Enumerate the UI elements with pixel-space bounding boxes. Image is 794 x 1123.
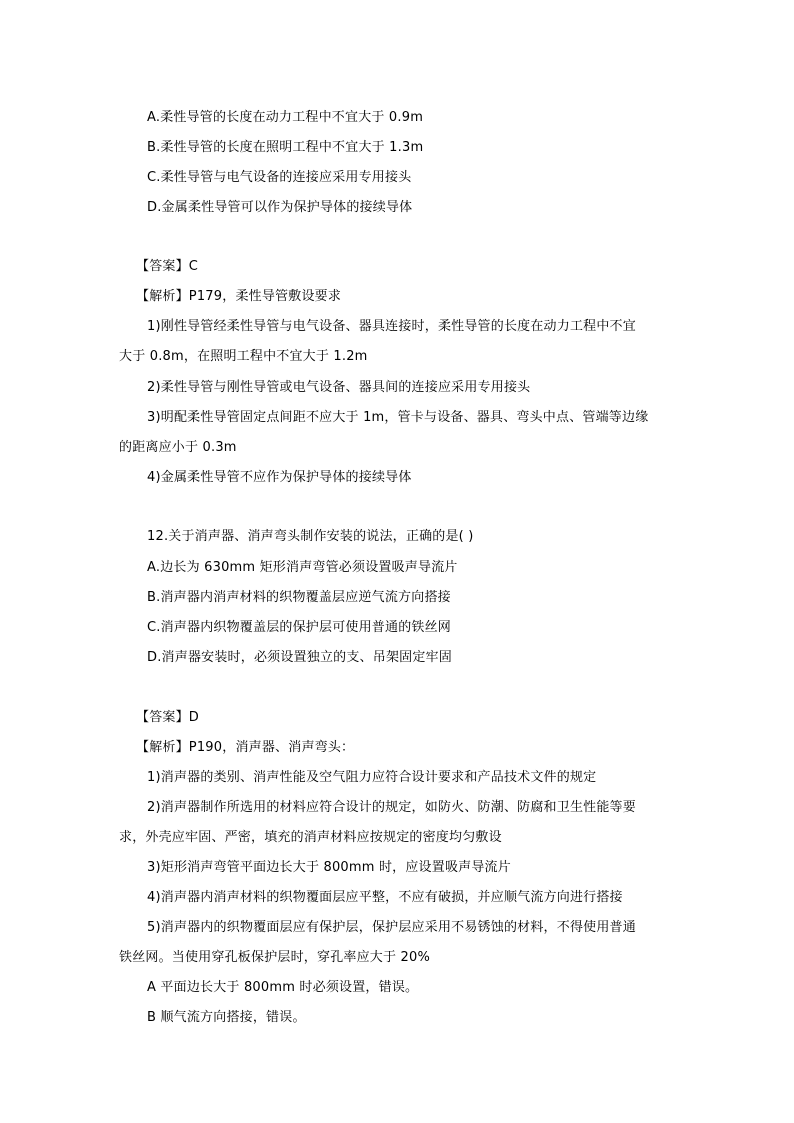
q12-analysis-line: B 顺气流方向搭接，错误。 bbox=[147, 1010, 306, 1025]
q12-answer: 【答案】D bbox=[136, 710, 200, 725]
q11-option-d: D.金属柔性导管可以作为保护导体的接续导体 bbox=[147, 200, 413, 215]
q12-analysis-line: 求，外壳应牢固、严密，填充的消声材料应按规定的密度均匀敷设 bbox=[119, 830, 502, 845]
q12-option-c: C.消声器内织物覆盖层的保护层可使用普通的铁丝网 bbox=[147, 620, 452, 635]
q11-analysis-line: 3)明配柔性导管固定点间距不应大于 1m，管卡与设备、器具、弯头中点、管端等边缘 bbox=[147, 410, 649, 425]
q12-analysis-line: 1)消声器的类别、消声性能及空气阻力应符合设计要求和产品技术文件的规定 bbox=[147, 770, 597, 785]
q11-analysis-title: 【解析】P179，柔性导管敷设要求 bbox=[136, 289, 342, 304]
q11-analysis-line: 2)柔性导管与刚性导管或电气设备、器具间的连接应采用专用接头 bbox=[147, 380, 531, 395]
q11-analysis-line: 大于 0.8m，在照明工程中不宜大于 1.2m bbox=[119, 349, 368, 364]
q12-stem: 12.关于消声器、消声弯头制作安装的说法，正确的是( ) bbox=[147, 529, 474, 544]
q12-option-a: A.边长为 630mm 矩形消声弯管必须设置吸声导流片 bbox=[147, 560, 458, 575]
q12-analysis-line: 3)矩形消声弯管平面边长大于 800mm 时，应设置吸声导流片 bbox=[147, 860, 511, 875]
q11-analysis-line: 4)金属柔性导管不应作为保护导体的接续导体 bbox=[147, 470, 412, 485]
q12-option-d: D.消声器安装时，必须设置独立的支、吊架固定牢固 bbox=[147, 650, 452, 665]
q12-analysis-line: 铁丝网。当使用穿孔板保护层时，穿孔率应大于 20% bbox=[119, 950, 431, 965]
q12-analysis-line: A 平面边长大于 800mm 时必须设置，错误。 bbox=[147, 980, 419, 995]
q12-option-b: B.消声器内消声材料的织物覆盖层应逆气流方向搭接 bbox=[147, 590, 451, 605]
q11-option-a: A.柔性导管的长度在动力工程中不宜大于 0.9m bbox=[147, 110, 424, 125]
q11-analysis-line: 的距离应小于 0.3m bbox=[119, 440, 237, 455]
q11-analysis-line: 1)刚性导管经柔性导管与电气设备、器具连接时，柔性导管的长度在动力工程中不宜 bbox=[147, 319, 636, 334]
q12-analysis-line: 2)消声器制作所选用的材料应符合设计的规定，如防火、防潮、防腐和卫生性能等要 bbox=[147, 800, 636, 815]
q12-analysis-line: 5)消声器内的织物覆面层应有保护层，保护层应采用不易锈蚀的材料，不得使用普通 bbox=[147, 920, 636, 935]
q11-option-c: C.柔性导管与电气设备的连接应采用专用接头 bbox=[147, 170, 412, 185]
q11-option-b: B.柔性导管的长度在照明工程中不宜大于 1.3m bbox=[147, 140, 424, 155]
q12-analysis-line: 4)消声器内消声材料的织物覆面层应平整，不应有破损，并应顺气流方向进行搭接 bbox=[147, 890, 623, 905]
q12-analysis-title: 【解析】P190，消声器、消声弯头： bbox=[136, 740, 355, 755]
q11-answer: 【答案】C bbox=[136, 259, 199, 274]
